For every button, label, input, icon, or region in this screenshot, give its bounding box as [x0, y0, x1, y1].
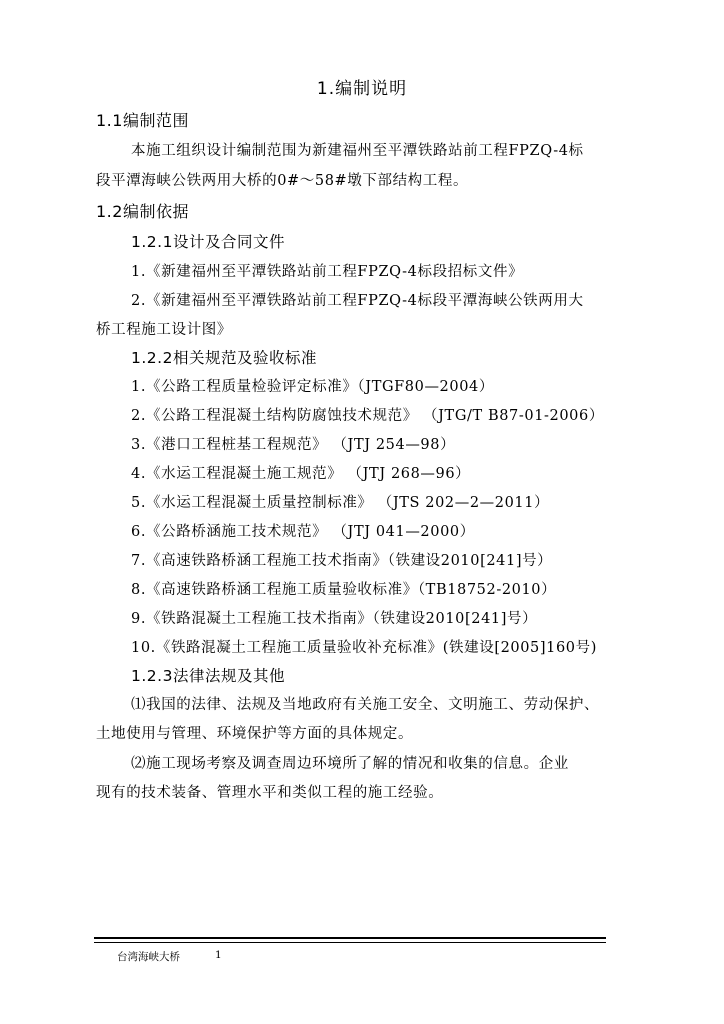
scope-paragraph-line-1: 本施工组织设计编制范围为新建福州至平潭铁路站前工程FPZQ-4标 — [131, 143, 584, 159]
list-item: 2.《公路工程混凝土结构防腐蚀技术规范》 （JTG/T B87-01-2006） — [131, 408, 604, 424]
section-heading-1-2: 1.2编制依据 — [96, 202, 189, 221]
footer-divider-thin — [94, 942, 606, 943]
list-item: ⑵施工现场考察及调查周边环境所了解的情况和收集的信息。企业 — [131, 756, 569, 772]
list-item: 8.《高速铁路桥涵工程施工质量验收标准》（TB18752-2010） — [131, 582, 557, 598]
list-item: 10.《铁路混凝土工程施工质量验收补充标准》(铁建设[2005]160号) — [131, 640, 597, 656]
list-item: 2.《新建福州至平潭铁路站前工程FPZQ-4标段平潭海峡公铁两用大 — [131, 293, 584, 309]
list-item: 7.《高速铁路桥涵工程施工技术指南》（铁建设2010[241]号） — [131, 553, 553, 569]
list-item: 1.《公路工程质量检验评定标准》（JTGF80—2004） — [131, 379, 494, 395]
list-item: ⑴我国的法律、法规及当地政府有关施工安全、文明施工、劳动保护、 — [131, 697, 600, 713]
list-item: 6.《公路桥涵施工技术规范》 （JTJ 041—2000） — [131, 524, 475, 540]
page-number: 1 — [215, 949, 222, 961]
list-item: 桥工程施工设计图》 — [96, 322, 232, 338]
list-item: 土地使用与管理、环境保护等方面的具体规定。 — [96, 726, 414, 742]
footer-divider — [94, 937, 606, 939]
subsection-heading-1-2-2: 1.2.2相关规范及验收标准 — [131, 349, 317, 367]
list-item: 现有的技术装备、管理水平和类似工程的施工经验。 — [96, 785, 444, 801]
list-item: 3.《港口工程桩基工程规范》 （JTJ 254—98） — [131, 437, 456, 453]
list-item: 1.《新建福州至平潭铁路站前工程FPZQ-4标段招标文件》 — [131, 264, 524, 280]
scope-paragraph-line-2: 段平潭海峡公铁两用大桥的0#～58#墩下部结构工程。 — [96, 173, 469, 189]
section-heading-1-1: 1.1编制范围 — [96, 111, 189, 130]
list-item: 4.《水运工程混凝土施工规范》 （JTJ 268—96） — [131, 466, 471, 482]
list-item: 5.《水运工程混凝土质量控制标准》 （JTS 202—2—2011） — [131, 495, 550, 511]
page-title: 1.编制说明 — [316, 79, 408, 99]
list-item: 9.《铁路混凝土工程施工技术指南》（铁建设2010[241]号） — [131, 611, 538, 627]
footer-label: 台湾海峡大桥 — [117, 951, 180, 963]
subsection-heading-1-2-1: 1.2.1设计及合同文件 — [131, 233, 285, 251]
subsection-heading-1-2-3: 1.2.3法律法规及其他 — [131, 667, 285, 685]
